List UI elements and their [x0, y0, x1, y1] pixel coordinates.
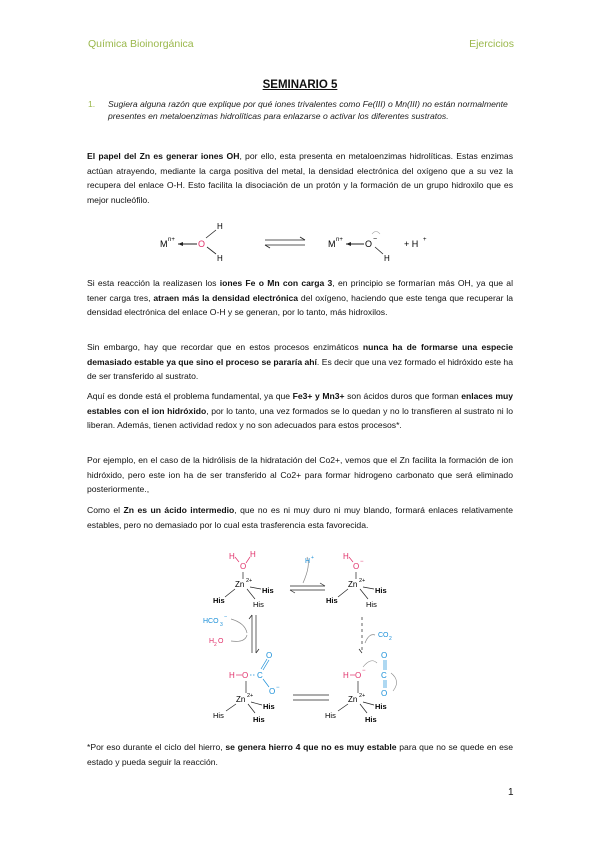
oh-bond-left-2 — [207, 247, 216, 254]
p4-bold-ions: Fe3+ y Mn3+ — [292, 391, 345, 401]
p6-bold: Zn es un ácido intermedio — [123, 505, 235, 515]
p4-bold-bonds: enlaces muy estables con el ion hidróxido — [87, 391, 514, 416]
paragraph-stability: Sin embargo, hay que recordar que en estos procesos enzimáticos nunca ha de formarse una especie demasiado estable ya que sino el proceso se pararía ahí. Es decir que una vez formado el hidróxido este ha de ser transferido al sustrato. — [87, 342, 513, 381]
svg-text:Zn: Zn — [235, 580, 245, 589]
zn-water-complex — [213, 550, 274, 609]
svg-text:O: O — [218, 638, 224, 645]
svg-text:Zn: Zn — [348, 580, 358, 589]
svg-text:2: 2 — [214, 642, 217, 648]
water-arrow — [231, 635, 247, 641]
svg-text:His: His — [253, 600, 264, 609]
svg-text:2+: 2+ — [247, 693, 254, 699]
hydrogen-left-2: H — [217, 254, 223, 263]
hydrogen-left-1: H — [217, 222, 223, 231]
metal-m-left: M — [160, 239, 168, 249]
svg-text:2+: 2+ — [359, 578, 366, 584]
svg-text:C: C — [381, 671, 387, 680]
svg-text:O: O — [242, 671, 249, 680]
header-section-title: Ejercicios — [469, 38, 514, 50]
metal-charge-right: n+ — [336, 237, 343, 243]
svg-text:2: 2 — [389, 636, 392, 642]
svg-text:O: O — [353, 562, 360, 571]
page-title: SEMINARIO 5 — [262, 79, 338, 91]
carbonic-anhydrase-cycle — [195, 545, 420, 730]
p1-text: , por ello, esta presenta en metaloenzimas hidrolíticas. Estas enzimas actúan atrayendo, mediante la carga positiva del metal, la densidad electrónica del oxígeno que a su vez la recupera del enlace O-H. Esto facilita la disociación de un protón y la formación de un grupo hidroxilo que es mejor nucleófilo. — [87, 151, 513, 205]
svg-text:−: − — [224, 614, 228, 620]
svg-text:His: His — [262, 586, 274, 595]
svg-text:Zn: Zn — [236, 695, 246, 704]
svg-text:−: − — [276, 685, 280, 691]
co2-label: CO — [378, 632, 389, 639]
bond-arrowhead-right — [346, 242, 351, 246]
svg-text:His: His — [253, 715, 265, 724]
svg-text:His: His — [366, 600, 377, 609]
bond-arrowhead-left — [178, 242, 183, 246]
co2-arrow — [365, 635, 375, 643]
paragraph-example: Por ejemplo, en el caso de la hidrólisis de la hidratación del Co2+, vemos que el Zn facilita la formación de ion hidróxido, pero este ion ha de ser transferido al Co2+ para formar hidrogeno carbonato que será eliminado posteriormente., — [87, 455, 513, 494]
svg-text:His: His — [365, 715, 377, 724]
svg-text:His: His — [263, 702, 275, 711]
svg-text:His: His — [375, 702, 387, 711]
proton-product: + H — [404, 239, 419, 249]
svg-text:C: C — [257, 671, 263, 680]
oh-bond-left-1 — [206, 230, 216, 238]
svg-text:His: His — [375, 586, 387, 595]
svg-text:2+: 2+ — [359, 693, 366, 699]
paragraph-trivalent-ions: Si esta reacción la realizasen los iones Fe o Mn con carga 3, en principio se formarían más OH, ya que al tener carga tres, atraen más la densidad electrónica del oxígeno, haciendo que este tenga que recuperar la densidad electrónica del enlace O-H y se generan, por lo tanto, más hidroxilos. — [87, 278, 514, 317]
svg-text:H: H — [305, 558, 311, 565]
svg-text:O: O — [269, 687, 276, 696]
svg-text:O: O — [381, 689, 388, 698]
p2-bold-ions: iones Fe o Mn con carga 3 — [219, 278, 333, 288]
question-number: 1. — [88, 99, 96, 109]
zn-hydroxide-complex — [326, 552, 387, 609]
paragraph-intermediate-acid: Como el Zn es un ácido intermedio, que no es ni muy duro ni muy blando, formará enlaces relativamente estables, pero no demasiado por lo cual esta trasferencia esta favorecida. — [87, 505, 514, 530]
bicarbonate-label: HCO — [203, 618, 219, 625]
zn-bicarbonate-complex — [213, 651, 280, 724]
svg-text:H: H — [343, 671, 349, 680]
svg-text:O: O — [240, 562, 247, 571]
lone-pair-arc — [372, 232, 380, 235]
svg-text:+: + — [311, 555, 314, 561]
svg-text:O: O — [355, 671, 362, 680]
svg-text:H: H — [229, 552, 235, 561]
bicarbonate-arrow — [231, 619, 247, 633]
svg-text:O: O — [381, 651, 388, 660]
oxygen-right: O — [365, 239, 373, 249]
svg-text:3: 3 — [220, 622, 223, 628]
oxygen-left: O — [198, 239, 206, 249]
svg-text:His: His — [213, 711, 224, 720]
svg-text:His: His — [325, 711, 336, 720]
water-label: H — [209, 638, 215, 645]
header-course-title: Química Bioinorgánica — [88, 38, 194, 50]
oh-bond-right — [375, 247, 383, 254]
svg-text:Zn: Zn — [348, 695, 358, 704]
svg-text:H: H — [343, 552, 349, 561]
paragraph-zn-role — [87, 149, 513, 207]
svg-text:H: H — [250, 550, 256, 559]
svg-text:2+: 2+ — [246, 578, 253, 584]
oxygen-charge-right: − — [373, 236, 378, 243]
question-text: Sugiera alguna razón que explique por qué iones trivalentes como Fe(III) o Mn(III) no están normalmente presentes en metaloenzimas hidrolíticas para enlazarse o activar los diferentes sustratos. — [108, 99, 508, 122]
hydrogen-right: H — [384, 254, 390, 263]
page-number: 1 — [508, 787, 514, 798]
hydroxide-formation-reaction — [150, 216, 460, 266]
svg-text:O: O — [266, 651, 273, 660]
p7-bold: se genera hierro 4 que no es muy estable — [225, 742, 397, 752]
zn-hydroxide-co2-complex — [325, 651, 397, 724]
svg-text:−: − — [360, 559, 364, 565]
metal-m-right: M — [328, 239, 336, 249]
metal-charge-left: n+ — [168, 237, 175, 243]
svg-text:−: − — [362, 668, 366, 674]
p2-bold-density: atraen más la densidad electrónica — [153, 292, 299, 303]
svg-text:H: H — [229, 671, 235, 680]
proton-charge: + — [423, 237, 427, 243]
paragraph-hard-acids: Aquí es donde está el problema fundamental, ya que Fe3+ y Mn3+ son ácidos duros que forman enlaces muy estables con el ion hidróxido, por lo tanto, una vez formados se lo quedan y no lo transfieren al sustrato ni lo liberan. Además, tienen actividad redox y no son adecuados para estos procesos*. — [87, 391, 514, 430]
svg-text:His: His — [326, 596, 338, 605]
svg-text:His: His — [213, 596, 225, 605]
p3-bold: nunca ha de formarse una especie demasiado estable ya que sino el proceso se pararía ahí — [87, 342, 513, 367]
footnote-paragraph: *Por eso durante el ciclo del hierro, se genera hierro 4 que no es muy estable para que no se quede en ese estado y pueda seguir la reacción. — [87, 742, 514, 767]
p1-bold: El papel del Zn es generar iones OH — [87, 151, 240, 161]
question-1 — [88, 98, 518, 123]
